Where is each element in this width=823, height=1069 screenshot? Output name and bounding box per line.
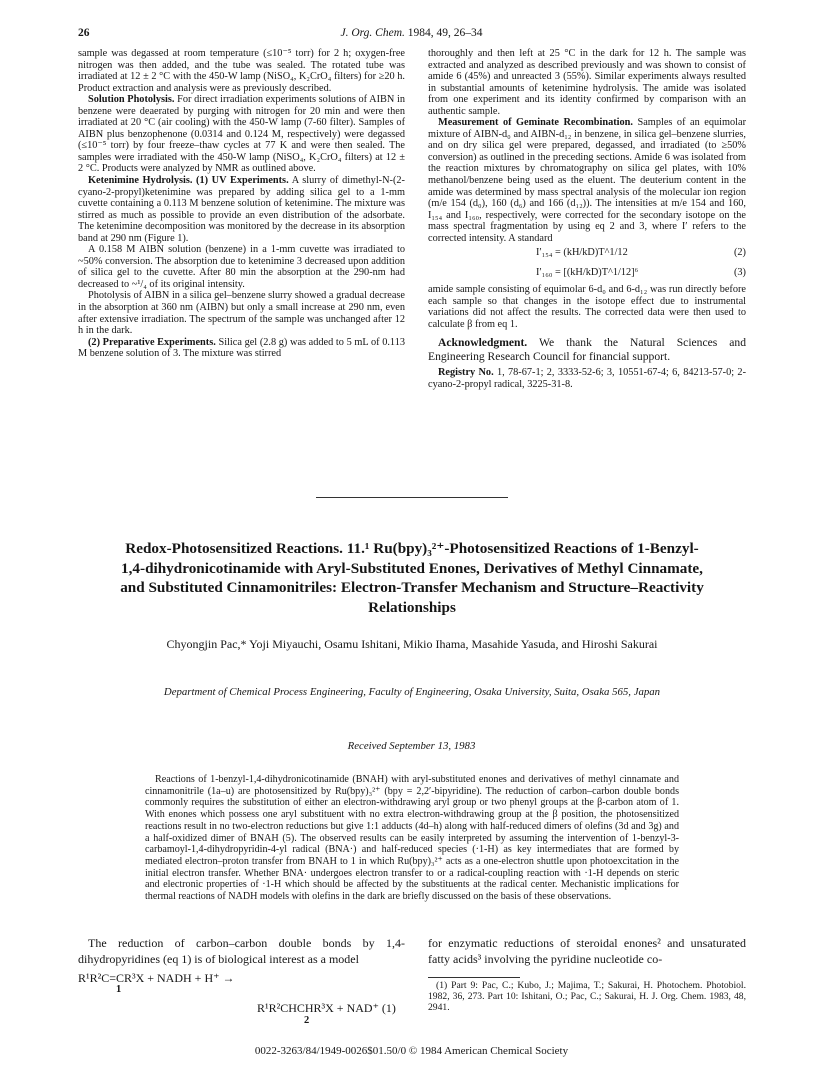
- journal-volume-pages: 1984, 49, 26–34: [407, 27, 483, 39]
- page-number: 26: [78, 27, 90, 39]
- right-column: [428, 48, 746, 391]
- journal-reference: [0, 27, 823, 39]
- article-affiliation: Department of Chemical Process Engineering, Faculty of Engineering, Osaka University, Suita, Osaka 565, Japan: [163, 686, 661, 698]
- received-date: Received September 13, 1983: [347, 740, 476, 752]
- article-title: Redox-Photosensitized Reactions. 11.¹ Ru(bpy)₃²⁺-Photosensitized Reactions of 1-Benzyl-1,4-dihydronicotinamide with Aryl-Substituted Enones, Derivatives of Methyl Cinnamate, and Substituted Cinnamonitriles: Electron-Transfer Mechanism and Structure–Reactivity Relationships: [120, 540, 704, 617]
- acknowledgment: [428, 336, 746, 363]
- paragraph: [428, 117, 746, 244]
- paragraph-text: A slurry of dimethyl-N-(2-cyano-2-propyl)ketenimine was prepared by adding silica gel to a 1-mm cuvette containing a 0.113 M benzene solution of ketenimine. The mixture was stirred as much as possible to provide an even distribution of the adsorbate. The ketenimine decomposition was monitored by the decrease in its absorption band at 290 nm (Figure 1).: [78, 175, 405, 244]
- paragraph-text: Samples of an equimolar mixture of AIBN-d₀ and AIBN-d₁₂ in benzene, in silica gel–benzene slurries, and on dry silica gel were prepared, degassed, and irradiated (to ≥50% conversion) as outlined in the preceding sections. Amide 6 was isolated from the reaction mixtures by chromatography on silica gel plates, with 10% methanol/benzene being used as the eluent. The deuterium content in the amide was determined by mass spectral analysis of the molecular ion region (m/e 154 (d₀), 160 (d₆) and 166 (d₁₂)). The intensities at m/e 154 and 160, I₁₅₄ and I₁₆₀, respectively, were corrected for the secondary isotope on the mass spectral fragmentation by using eq 2 and 3, where I′ refers to the corrected intensity. A standard: [428, 117, 747, 244]
- equation-1-reactants: R¹R²C=CR³X + NADH + H⁺ →: [78, 971, 235, 985]
- abstract: Reactions of 1-benzyl-1,4-dihydronicotinamide (BNAH) with aryl-substituted enones and derivatives of methyl cinnamate and cinnamonitrile (1a–u) are photosensitized by Ru(bpy)₃²⁺ (bpy = 2,2′-bipyridine). The reduction of carbon–carbon double bonds commonly requires the substitution of either an electron-withdrawing aryl group or two phenyl groups at the β-carbon atom of 1. With enones which possess one aryl substituent with no extra electron-withdrawing group at the β position, the photosensitized reactions result in no two-electron reductions but give 1:1 adducts (4d–h) along with half-reduced dimers of olefins (3d and 3g) and a half-oxidized dimer of BNAH (5). The observed results can be easily interpreted by assuming the intervention of 1-benzyl-3-carbamoyl-1,4-dihydropyridin-4-yl radical (BNA·) and half-reduced species (·1-H) as key intermediates that are formed by mediated electron–proton transfer from BNAH to 1 in which Ru(bpy)₃²⁺ acts as a one-electron shuttle upon photoexcitation in the initial electron transfer. Whether BNA· undergoes electron transfer to or a radical-coupling reaction with ·1-H depends on steric and electronic properties of ·1-H which should be affected by the substituents at the radical center. Mechanistic implications for thermal reactions of NADH models with olefins in the dark are briefly discussed on the basis of these observations.: [145, 774, 679, 903]
- paragraph: thoroughly and then left at 25 °C in the dark for 12 h. The sample was extracted and analyzed as described previously and was shown to consist of amide 6 (45%) and unreacted 3 (55%). Similar experiments always resulted in substantial amounts of ketenimine hydrolysis. The amide was isolated from one experiment and its identity confirmed by comparison with an authentic sample.: [428, 48, 746, 117]
- left-column: [78, 48, 405, 360]
- section-heading: Measurement of Geminate Recombination.: [438, 117, 633, 129]
- journal-name: J. Org. Chem.: [340, 27, 405, 39]
- section-heading: (2) Preparative Experiments.: [88, 336, 216, 348]
- paragraph: [78, 94, 405, 175]
- equation-number: (3): [733, 267, 746, 279]
- registry-text: 1, 78-67-1; 2, 3333-52-6; 3, 10551-67-4; 6, 84213-57-0; 2-cyano-2-propyl radical, 3225-31-8.: [428, 367, 747, 391]
- equation-1-compound-label: 2: [304, 1015, 310, 1026]
- paragraph: Photolysis of AIBN in a silica gel–benzene slurry showed a gradual decrease in the absorption at 360 nm (AIBN) but only a small increase at 290 nm, even after extensive irradiation. The spectrum of the sample was unchanged after 12 h in the dark.: [78, 290, 405, 337]
- acknowledgment-heading: Acknowledgment.: [438, 336, 528, 350]
- paragraph-text: For direct irradiation experiments solutions of AIBN in benzene were deaerated by purging with nitrogen for 20 min and were then irradiated at 20 °C (air cooling) with the 450-W lamp (7-60 filter). Samples of AIBN plus benzophenone (0.0314 and 0.124 M, respectively) were degassed (≤10⁻⁵ torr) by four freeze–thaw cycles at 77 K and were then sealed. The samples were irradiated with the 450-W lamp (NiSO₄, K₂CrO₄ filters) at 12 ± 2 °C. Products were analyzed by NMR as outlined above.: [78, 94, 405, 175]
- paragraph: [78, 175, 405, 244]
- acknowledgment-text: We thank the Natural Sciences and Engineering Research Council for financial support.: [428, 336, 746, 363]
- equation-1-products: R¹R²CHCHR³X + NAD⁺ (1): [257, 1001, 396, 1015]
- equation-number: (2): [733, 247, 746, 259]
- equation-body: I′₁₆₀ = [(kH/kD)T^1/12]⁶: [536, 267, 639, 279]
- article-divider: [316, 497, 508, 498]
- paragraph-text: Silica gel (2.8 g) was added to 5 mL of 0.113 M benzene solution of 3. The mixture was stirred: [78, 336, 405, 360]
- equation-1-compound-label: 1: [116, 984, 122, 995]
- paragraph: sample was degassed at room temperature (≤10⁻⁵ torr) for 2 h; oxygen-free nitrogen was then added, and the tube was sealed. The rotated tube was irradiated at 12 ± 2 °C with the 450-W lamp (NiSO₄, K₂CrO₄ filters) for ≥20 h. Product extraction and analysis were as previously described.: [78, 48, 405, 94]
- footnote-rule: [428, 977, 520, 978]
- equation-body: I′₁₅₄ = (kH/kD)T^1/12: [536, 247, 628, 259]
- paragraph: A 0.158 M AIBN solution (benzene) in a 1-mm cuvette was irradiated to ~50% conversion. The absorption due to ketenimine 3 decreased upon addition of silica gel to the cuvette. After 80 min the absorption at the 290-nm had decreased to ~¹/₄ of its original intensity.: [78, 244, 405, 290]
- registry-numbers: [428, 367, 746, 390]
- introduction-right: for enzymatic reductions of steroidal enones² and unsaturated fatty acids³ involving the pyridine nucleotide co-: [428, 936, 746, 966]
- registry-heading: Registry No.: [438, 367, 494, 379]
- section-heading: Solution Photolysis.: [88, 94, 175, 106]
- equation-2: [428, 244, 746, 264]
- article-authors: Chyongjin Pac,* Yoji Miyauchi, Osamu Ishitani, Mikio Ihama, Masahide Yasuda, and Hiroshi Sakurai: [166, 637, 658, 651]
- section-heading: Ketenimine Hydrolysis. (1) UV Experiments.: [88, 175, 289, 187]
- equation-3: [428, 264, 746, 284]
- copyright-line: 0022-3263/84/1949-0026$01.50/0 © 1984 American Chemical Society: [254, 1045, 569, 1057]
- footnote: (1) Part 9: Pac, C.; Kubo, J.; Majima, T.; Sakurai, H. Photochem. Photobiol. 1982, 36, 273. Part 10: Ishitani, O.; Pac, C.; Sakurai, H. J. Org. Chem. 1983, 48, 2941.: [428, 980, 746, 1013]
- introduction-left: The reduction of carbon–carbon double bonds by 1,4-dihydropyridines (eq 1) is of biological interest as a model: [78, 936, 405, 966]
- paragraph: amide sample consisting of equimolar 6-d₀ and 6-d₁₂ was run directly before each sample so that changes in the isotope effect due to instrumental variations did not affect the results. The corrected data were then used to calculate β from eq 1.: [428, 284, 746, 330]
- paragraph: [78, 337, 405, 360]
